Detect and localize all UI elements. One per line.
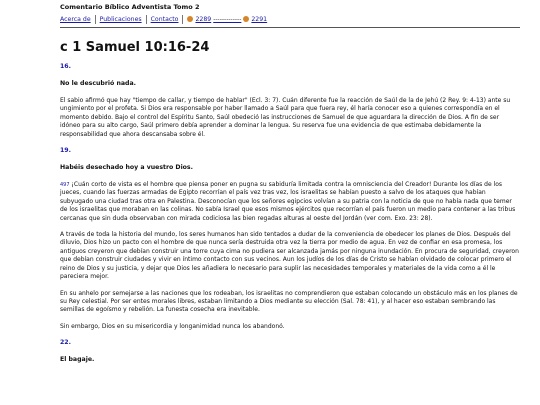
prev-page-link[interactable]: 2289 [195, 15, 212, 23]
book-icon [243, 16, 249, 22]
top-navigation [60, 13, 520, 28]
commentary-paragraph: Sin embargo, Dios en su misericordia y longanimidad nunca los abandonó. [60, 322, 285, 330]
page-title: c 1 Samuel 10:16-24 [60, 40, 210, 55]
page-container [60, 0, 520, 373]
commentary-paragraph: El sabio afirmó que hay "tiempo de callar, y tiempo de hablar" (Ecl. 3: 7). Cuán diferente fue la reacción de Saúl de la de Jehú (2 Rey. 9: 4-13) ante su ungimiento por el profeta. Si Dios era responsable por haber llamado a Saúl para que fuera rey, él haría conocer eso a quienes correspondía en el momento debido. Bajo el control del Espíritu Santo, Saúl obedeció las instrucciones de Samuel de que aguardara la dirección de Dios. A fin de ser idóneo para su alto cargo, Saúl primero debía aprender a dominar la lengua. Su reserva fue una evidencia de que estimaba debidamente la responsabilidad que ahora descansaba sobre él. [60, 97, 511, 138]
verse-heading-19: Habéis desechado hoy a vuestro Dios. [60, 164, 193, 172]
verse-heading-16: No le descubrió nada. [60, 80, 136, 87]
verse-heading-22: El bagaje. [60, 356, 95, 364]
page-separator: ------------- [213, 15, 242, 23]
commentary-paragraph: A través de toda la historia del mundo, los seres humanos han sido tentados a dudar de la conveniencia de obedecer los planes de Dios. Después del diluvio, Dios hizo un pacto con el hombre de que nunca sería destruida otra vez la tierra por medio de agua. En vez de confiar en esa promesa, los antiguos creyeron que debían construir una torre cuya cima no pudiera ser alcanzada jamás por ninguna inundación. En procura de seguridad, creyeron que debían construir ciudades y vivir en íntimo contacto con sus vecinos. Aun los judíos de los días de Cristo se habían olvidado de colocar primero el reino de Dios y su justicia, y dejar que Dios les añadiera lo necesario para suplir las necesidades temporales y materiales de la vida como a él le pareciera mejor. [60, 231, 519, 281]
verse-number-22: 22. [60, 339, 71, 347]
page-reference-link[interactable]: 497 [60, 182, 70, 189]
commentary-paragraph [60, 181, 520, 223]
nav-link-about[interactable]: Acerca de [60, 15, 96, 24]
nav-link-contact[interactable]: Contacto [147, 15, 184, 24]
verse-number-16: 16. [60, 63, 71, 70]
verse-number-19: 19. [60, 147, 71, 155]
nav-link-publications[interactable]: Publicaciones [96, 15, 147, 24]
commentary-paragraph: En su anhelo por semejarse a las naciones que los rodeaban, los israelitas no comprendieron que estaban colocando un obstáculo más en los planes de su Rey celestial. Por ser entes morales libres, estaban limitando a Dios mediante su elección (Sal. 78: 41), y al hacer eso estaban sembrando las semillas de egoísmo y rebelión. La funesta cosecha era inevitable. [60, 289, 518, 314]
page-navigation [183, 15, 271, 24]
paragraph-text: ¡Cuán corto de vista es el hombre que piensa poner en pugna su sabiduría limitada contra la omnisciencia del Creador! Durante los días de los jueces, cuando las fuerzas armadas de Egipto recorrían el país vez tras vez, los israelitas se habían puesto a salvo de los ataques que habían subyugado una ciudad tras otra en Palestina. Desconocían que los señores egipcios volvían a su patria con la noticia de que no había nada que temer de los israelitas que moraban en las colinas. No sabía Israel que esos mismos ejércitos que recorrían el país fueron un medio para contener a las tribus cercanas que sin duda observaban con mirada codiciosa las bien regadas alturas al oeste del Jordán (ver com. Exo. 23: 28). [60, 181, 516, 222]
next-page-link[interactable]: 2291 [251, 15, 268, 23]
book-icon [187, 16, 193, 22]
site-title: Comentario Bíblico Adventista Tomo 2 [60, 3, 200, 11]
